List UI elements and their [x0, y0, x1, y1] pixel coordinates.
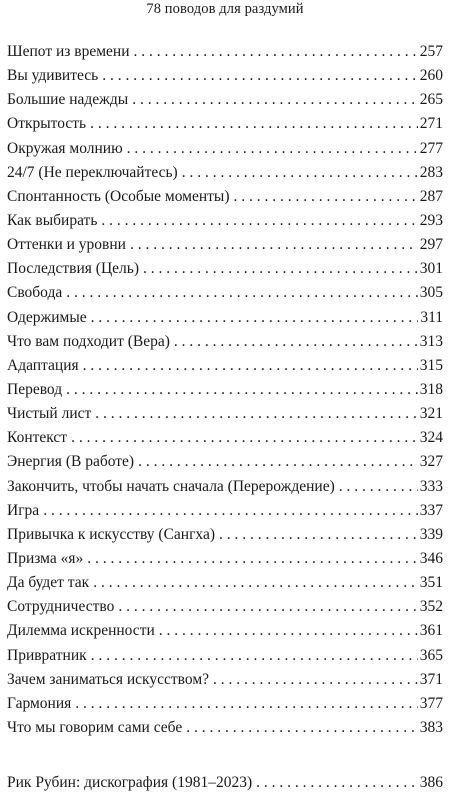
- toc-entry[interactable]: [7, 644, 443, 668]
- toc-entry-page: 337: [419, 501, 443, 519]
- dot-leader: [75, 692, 418, 716]
- dot-leader: [66, 281, 417, 305]
- toc-entry[interactable]: [7, 716, 443, 740]
- toc-entry-title: Спонтанность (Особые моменты): [7, 187, 230, 205]
- toc-entry[interactable]: [7, 499, 443, 523]
- toc-entry-page: 333: [419, 477, 443, 495]
- dot-leader: [91, 644, 418, 668]
- dot-leader: [87, 547, 418, 571]
- dot-leader: [256, 771, 418, 795]
- toc-entry-title: Одержимые: [7, 308, 87, 326]
- appendix-section: [7, 771, 443, 795]
- toc-entry-page: 265: [419, 91, 443, 109]
- toc-entry[interactable]: [7, 547, 443, 571]
- dot-leader: [219, 523, 418, 547]
- dot-leader: [186, 716, 418, 740]
- dot-leader: [174, 330, 418, 354]
- toc-entry-title: Чистый лист: [7, 405, 92, 423]
- toc-entry-page: 352: [419, 598, 443, 616]
- toc-entry[interactable]: [7, 233, 443, 257]
- toc-entry-title: Зачем заниматься искусством?: [7, 670, 210, 688]
- dot-leader: [118, 595, 417, 619]
- dot-leader: [102, 64, 418, 88]
- toc-entry-title: Дилемма искренности: [7, 622, 155, 640]
- toc-entry[interactable]: [7, 692, 443, 716]
- toc-entry[interactable]: [7, 619, 443, 643]
- toc-entry-title: Вы удивитесь: [7, 67, 99, 85]
- toc-entry-title: Свобода: [7, 284, 63, 302]
- toc-entry[interactable]: [7, 161, 443, 185]
- toc-entry-page: 271: [419, 115, 443, 133]
- toc-entry-page: 361: [419, 622, 443, 640]
- toc-entry-title: 24/7 (Не переключайтесь): [7, 163, 178, 181]
- dot-leader: [66, 378, 418, 402]
- toc-entry-title: Шепот из времени: [7, 43, 130, 60]
- toc-entry-title: Игра: [7, 501, 40, 519]
- toc-entry-title: Адаптация: [7, 356, 79, 374]
- toc-entry-page: 277: [419, 139, 443, 157]
- toc-entry-discography[interactable]: [7, 771, 443, 795]
- toc-entry[interactable]: [7, 426, 443, 450]
- toc-entry[interactable]: [7, 378, 443, 402]
- toc-entry[interactable]: [7, 185, 443, 209]
- toc-entry-page: 260: [419, 67, 443, 85]
- toc-entry-title: Гармония: [7, 694, 72, 712]
- dot-leader: [83, 354, 418, 378]
- toc-entry[interactable]: [7, 668, 443, 692]
- dot-leader: [233, 185, 417, 209]
- toc-entry-title: Энергия (В работе): [7, 453, 135, 471]
- dot-leader: [71, 426, 418, 450]
- toc-entry-page: 351: [419, 574, 443, 592]
- toc-entry[interactable]: [7, 137, 443, 161]
- toc-entry[interactable]: [7, 523, 443, 547]
- dot-leader: [143, 257, 418, 281]
- toc-entry-page: 293: [419, 211, 443, 229]
- toc-entry-title: Как выбирать: [7, 211, 98, 229]
- toc-entry-page: 287: [419, 187, 443, 205]
- toc-entry[interactable]: [7, 40, 443, 64]
- toc-entry[interactable]: [7, 257, 443, 281]
- toc-entry-page: 318: [419, 380, 443, 398]
- toc-entry-page: 297: [419, 236, 443, 254]
- dot-leader: [159, 619, 418, 643]
- toc-entry-title: Да будет так: [7, 574, 90, 592]
- toc-entry-page: 283: [419, 163, 443, 181]
- dot-leader: [213, 668, 418, 692]
- toc-entry-page: 315: [419, 356, 443, 374]
- toc-entry-title: Контекст: [7, 429, 68, 447]
- dot-leader: [91, 306, 419, 330]
- toc-entry-page: 365: [419, 646, 443, 664]
- toc-entry-page: 386: [419, 774, 443, 791]
- toc-entry[interactable]: [7, 354, 443, 378]
- dot-leader: [93, 571, 418, 595]
- dot-leader: [138, 450, 418, 474]
- dot-leader: [134, 40, 418, 64]
- toc-entry-page: 346: [419, 549, 443, 567]
- toc-entry[interactable]: [7, 209, 443, 233]
- toc-entry-title: Большие надежды: [7, 91, 129, 109]
- toc-entry-page: 305: [419, 284, 443, 302]
- toc-entry-title: Что мы говорим сами себе: [7, 718, 183, 736]
- dot-leader: [90, 112, 418, 136]
- toc-entry-page: 313: [419, 332, 443, 350]
- toc-entry-title: Привычка к искусству (Сангха): [7, 525, 216, 543]
- toc-entry-page: 339: [419, 525, 443, 543]
- toc-entry[interactable]: [7, 306, 443, 330]
- toc-entry-title: Призма «я»: [7, 549, 84, 567]
- toc-entry-page: 324: [419, 429, 443, 447]
- toc-entry-title: Открытость: [7, 115, 87, 133]
- toc-entry-title: Рик Рубин: дискография (1981–2023): [7, 774, 253, 791]
- toc-entry-title: Закончить, чтобы начать сначала (Перерождение): [7, 477, 335, 495]
- toc-entry[interactable]: [7, 330, 443, 354]
- toc-entry[interactable]: [7, 88, 443, 112]
- toc-entry-page: 383: [419, 718, 443, 736]
- toc-entry[interactable]: [7, 475, 443, 499]
- dot-leader: [130, 233, 418, 257]
- toc-entry[interactable]: [7, 450, 443, 474]
- toc-entry-page: 321: [419, 405, 443, 423]
- toc-entry-title: Окружая молнию: [7, 139, 123, 157]
- toc-entry-title: Привратник: [7, 646, 87, 664]
- toc-entry-page: 301: [419, 260, 443, 278]
- dot-leader: [95, 402, 417, 426]
- toc-entry-page: 371: [419, 670, 443, 688]
- dot-leader: [182, 161, 418, 185]
- toc-entry-title: Сотрудничество: [7, 598, 115, 616]
- toc-entry-page: 377: [419, 694, 443, 712]
- toc-entry[interactable]: [7, 112, 443, 136]
- table-of-contents: [7, 40, 443, 740]
- dot-leader: [339, 475, 418, 499]
- toc-entry-title: Перевод: [7, 380, 63, 398]
- toc-entry-title: Что вам подходит (Вера): [7, 332, 170, 350]
- toc-entry[interactable]: [7, 281, 443, 305]
- toc-entry-title: Оттенки и уровни: [7, 236, 126, 254]
- toc-entry-page: 257: [419, 43, 443, 60]
- toc-entry-page: 327: [419, 453, 443, 471]
- dot-leader: [43, 499, 418, 523]
- toc-entry[interactable]: [7, 64, 443, 88]
- toc-entry[interactable]: [7, 402, 443, 426]
- running-title: 78 поводов для раздумий: [146, 1, 304, 17]
- dot-leader: [132, 88, 418, 112]
- toc-entry[interactable]: [7, 571, 443, 595]
- dot-leader: [101, 209, 417, 233]
- dot-leader: [127, 137, 418, 161]
- toc-entry-page: 311: [420, 308, 443, 326]
- toc-entry[interactable]: [7, 595, 443, 619]
- toc-entry-title: Последствия (Цель): [7, 260, 139, 278]
